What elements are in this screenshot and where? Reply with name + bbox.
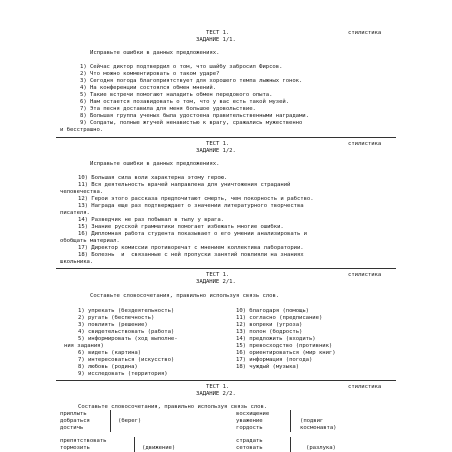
group-b-object: (подвиг: [300, 418, 324, 424]
right-item: 16) ориентироваться (мир книг): [236, 350, 336, 356]
sentence-line: 7) Эта песня доставила для меня большое удовольствие.: [80, 106, 256, 112]
group-a-object: (берег): [118, 418, 142, 424]
subject-tag: стилистика: [348, 141, 382, 147]
left-item: 1) упрекать (бездеятельность): [78, 308, 175, 314]
subject-tag: стилистика: [348, 384, 382, 390]
sentence-line: 13) Награда еще раз подтверждает о значении литературного творчества: [78, 203, 304, 209]
sentence-line: 1) Сейчас диктор подтвердил о том, что шайбу забросил Фирсов.: [80, 64, 283, 70]
sentence-line: писателя.: [60, 210, 90, 216]
group-c-verb: тормозить: [60, 445, 90, 451]
group-d-verb: сетовать: [236, 445, 263, 451]
right-item: 11) согласно (предписание): [236, 315, 323, 321]
sentence-line: 16) Дипломная работа студента показывает о его умении анализировать и: [78, 231, 307, 237]
test-title: ТЕСТ 1.: [206, 272, 230, 278]
sentence-line: 9) Солдаты, полные жгучей ненавистью к врагу, сражались мужественно: [80, 120, 303, 126]
test-title: ТЕСТ 1.: [206, 30, 230, 36]
left-item: 8) любовь (родина): [78, 364, 138, 370]
left-item: 2) ругать (беспечность): [78, 315, 155, 321]
sentence-line: 15) Знание русской грамматики помогает избежать многие ошибки.: [78, 224, 284, 230]
sentence-line: 17) Директор комиссии противоречат с мнением коллектива лаборатории.: [78, 245, 304, 251]
instruction: Исправьте ошибки в данных предложениях.: [90, 50, 220, 56]
right-item: 13) полон (бодрость): [236, 329, 303, 335]
group-c-verb: препятствовать: [60, 438, 107, 444]
left-item: ния задания): [64, 343, 104, 349]
sentence-line: человечества.: [60, 189, 104, 195]
sentence-line: 18) Болезнь и связанные с ней пропуски занятий повлияли на знаниях: [78, 252, 304, 258]
section-divider: [56, 380, 396, 381]
group-b-object: космонавта): [300, 425, 337, 431]
sentence-line: 14) Разведчик не раз побывал в тылу у врага.: [78, 217, 224, 223]
sentence-line: 10) Большая сила воли характерна этому герою.: [78, 175, 228, 181]
task-title: ЗАДАНИЕ 1/1.: [196, 37, 236, 43]
bracket-line: [290, 437, 291, 452]
left-item: 7) интересоваться (искусство): [78, 357, 175, 363]
group-a-verb: приплыть: [60, 411, 87, 417]
subject-tag: стилистика: [348, 30, 382, 36]
sentence-line: 8) Большая группа ученых была удостоена правительственными наградами.: [80, 113, 309, 119]
sentence-line: 3) Сегодня погода благоприятствует для хорошего темпа лыжных гонок.: [80, 78, 303, 84]
left-item: 9) исследовать (территория): [78, 371, 168, 377]
sentence-line: 2) Что можно комментировать о таком ударе?: [80, 71, 220, 77]
group-c-object: (движение): [142, 445, 176, 451]
left-item: 6) видеть (картина): [78, 350, 142, 356]
subject-tag: стилистика: [348, 272, 382, 278]
section-divider: [56, 137, 396, 138]
left-item: 4) свидетельствовать (работа): [78, 329, 175, 335]
group-b-noun: гордость: [236, 425, 263, 431]
test-title: ТЕСТ 1.: [206, 384, 230, 390]
right-item: 14) предложить (входить): [236, 336, 316, 342]
test-title: ТЕСТ 1.: [206, 141, 230, 147]
sentence-line: школьника.: [60, 259, 94, 265]
sentence-line: и бесстрашно.: [60, 127, 104, 133]
right-item: 10) благодаря (помощь): [236, 308, 309, 314]
group-d-object: (разлука): [306, 445, 336, 451]
instruction: Исправьте ошибки в данных предложениях.: [90, 161, 220, 167]
right-item: 15) превосходство (противник): [236, 343, 333, 349]
task-title: ЗАДАНИЕ 2/1.: [196, 279, 236, 285]
group-a-verb: достичь: [60, 425, 84, 431]
group-b-noun: уважение: [236, 418, 263, 424]
sentence-line: обобщать материал.: [60, 238, 120, 244]
bracket-line: [290, 410, 291, 432]
instruction: Составьте словосочетания, правильно используя связь слов.: [78, 404, 268, 410]
group-a-verb: добраться: [60, 418, 90, 424]
bracket-line: [134, 437, 135, 452]
sentence-line: 12) Герои этого рассказа предпочитают смерть, чем покорность и рабство.: [78, 196, 314, 202]
sentence-line: 6) Нам остается позавидовать о том, что у вас есть такой музей.: [80, 99, 290, 105]
group-b-noun: восхищение: [236, 411, 270, 417]
sentence-line: 5) Такие встречи помогают наладить обмен передового опыта.: [80, 92, 273, 98]
left-item: 5) информировать (ход выполне-: [78, 336, 178, 342]
right-item: 18) чуждый (музыка): [236, 364, 300, 370]
bracket-line: [110, 410, 111, 432]
left-item: 3) повлиять (решение): [78, 322, 148, 328]
task-title: ЗАДАНИЕ 1/2.: [196, 148, 236, 154]
sentence-line: 4) На конференции состоялся обмен мнений.: [80, 85, 217, 91]
group-d-verb: страдать: [236, 438, 263, 444]
right-item: 12) вопреки (угроза): [236, 322, 303, 328]
instruction: Составьте словосочетания, правильно используя связь слов.: [90, 293, 280, 299]
task-title: ЗАДАНИЕ 2/2.: [196, 391, 236, 397]
right-item: 17) информация (погода): [236, 357, 313, 363]
section-divider: [56, 268, 396, 269]
sentence-line: 11) Вся деятельность врачей направлена для уничтожения страданий: [78, 182, 291, 188]
